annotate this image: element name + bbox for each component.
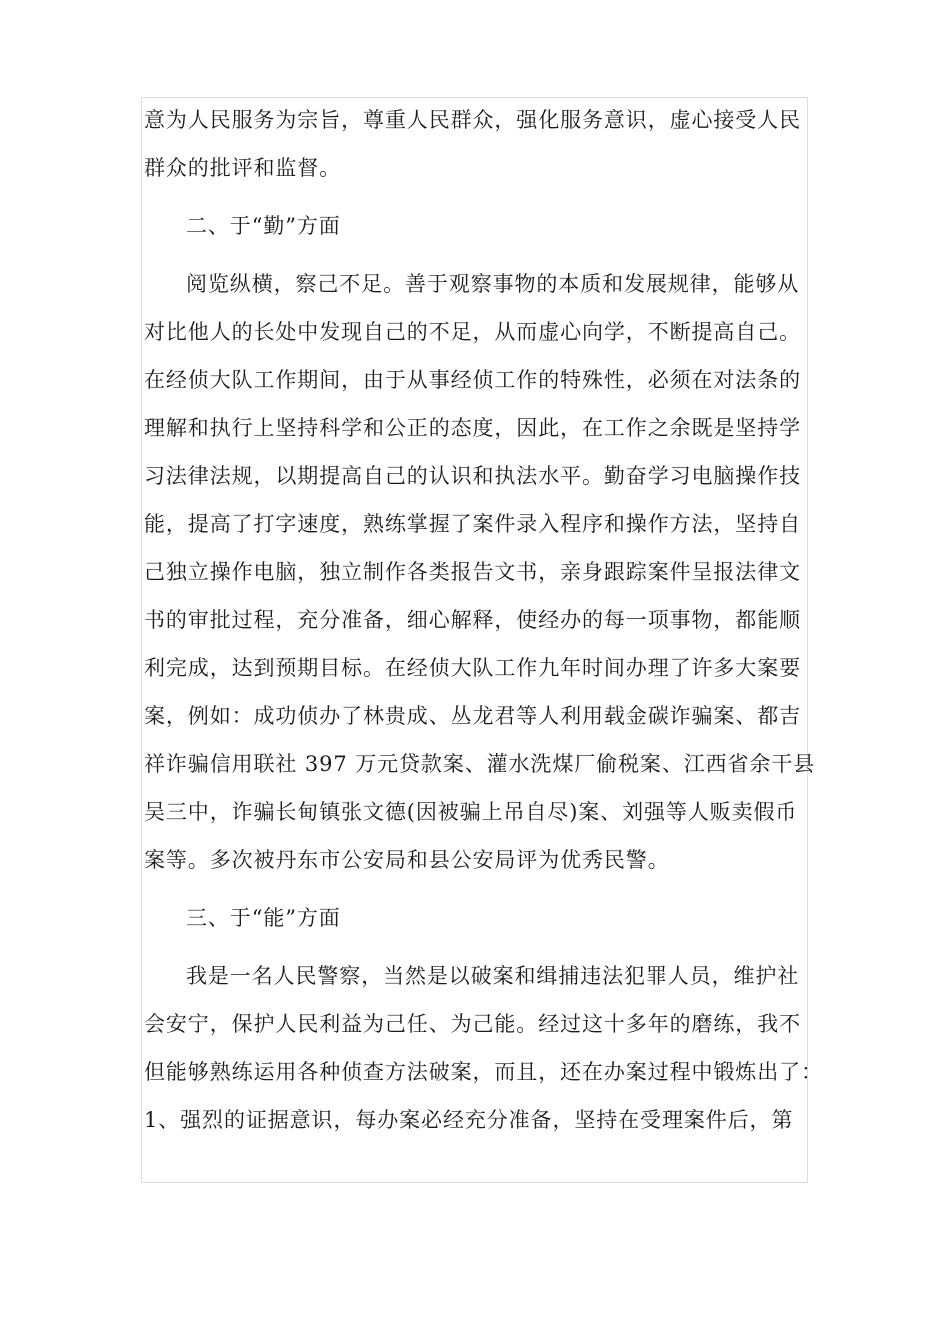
paragraph-line: 群众的批评和监督。 [144,156,342,180]
paragraph-line: 利完成，达到预期目标。在经侦大队工作九年时间办理了许多大案要 [144,656,801,680]
paragraph-line: 祥诈骗信用联社 397 万元贷款案、灌水洗煤厂偷税案、江西省余干县 [144,752,816,776]
section-heading-neng: 三、于“能”方面 [186,906,341,930]
paragraph-line: 阅览纵横，察己不足。善于观察事物的本质和发展规律，能够从 [186,272,800,296]
paragraph-line: 吴三中，诈骗长甸镇张文德(因被骗上吊自尽)案、刘强等人贩卖假币 [144,800,798,824]
paragraph-line: 但能够熟练运用各种侦查方法破案，而且，还在办案过程中锻炼出了： [144,1060,823,1084]
paragraph-line: 我是一名人民警察，当然是以破案和缉捕违法犯罪人员，维护社 [186,964,800,988]
paragraph-line: 习法律法规，以期提高自己的认识和执法水平。勤奋学习电脑操作技 [144,464,801,488]
paragraph-line: 己独立操作电脑，独立制作各类报告文书，亲身跟踪案件呈报法律文 [144,560,801,584]
paragraph-line: 能，提高了打字速度，熟练掌握了案件录入程序和操作方法，坚持自 [144,512,801,536]
paragraph-line: 会安宁，保护人民利益为己任、为己能。经过这十多年的磨练，我不 [144,1012,801,1036]
paragraph-line: 在经侦大队工作期间，由于从事经侦工作的特殊性，必须在对法条的 [144,368,801,392]
document-body [144,96,823,1144]
paragraph-line: 书的审批过程，充分准备，细心解释，使经办的每一项事物，都能顺 [144,608,801,632]
paragraph-line: 1、强烈的证据意识，每办案必经充分准备，坚持在受理案件后，第 [144,1108,794,1132]
paragraph-line: 意为人民服务为宗旨，尊重人民群众，强化服务意识，虚心接受人民 [144,108,801,132]
section-heading-qin: 二、于“勤”方面 [186,214,341,238]
paragraph-line: 理解和执行上坚持科学和公正的态度，因此，在工作之余既是坚持学 [144,416,801,440]
paragraph-line: 案等。多次被丹东市公安局和县公安局评为优秀民警。 [144,848,670,872]
paragraph-line: 对比他人的长处中发现自己的不足，从而虚心向学，不断提高自己。 [144,320,801,344]
paragraph-line: 案，例如：成功侦办了林贵成、丛龙君等人利用载金碳诈骗案、都吉 [144,704,801,728]
